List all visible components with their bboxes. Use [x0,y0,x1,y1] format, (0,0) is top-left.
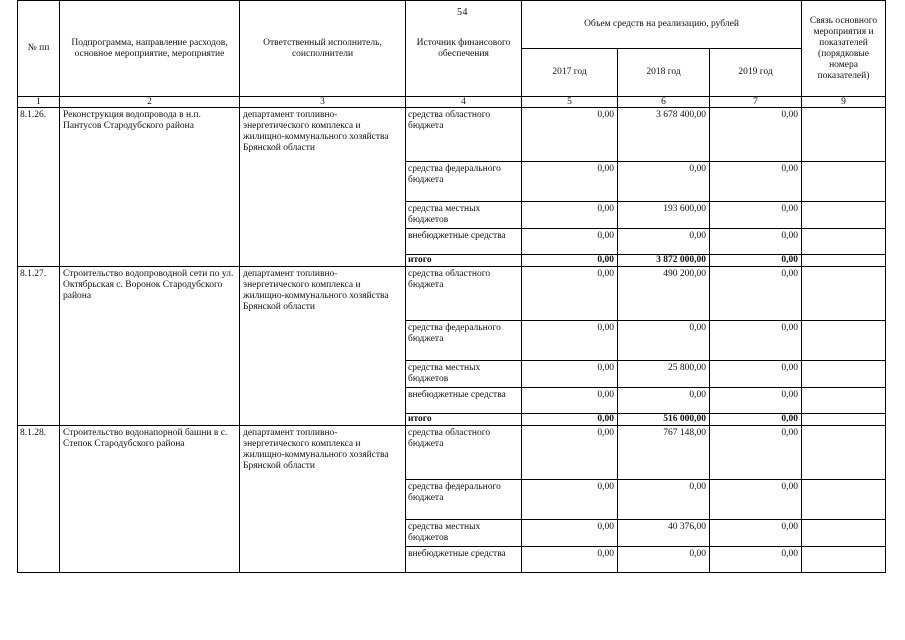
indicator-link [802,480,886,520]
amount-2017: 0,00 [522,361,618,388]
amount-2019: 0,00 [710,108,802,162]
funding-source: средства местных бюджетов [406,361,522,388]
col-number: 4 [406,97,522,108]
col-number: 7 [710,97,802,108]
amount-2017: 0,00 [522,547,618,573]
amount-2018: 25 800,00 [618,361,710,388]
amount-2017: 0,00 [522,229,618,255]
indicator-link [802,229,886,255]
funding-source: внебюджетные средства [406,547,522,573]
amount-2018: 490 200,00 [618,267,710,321]
amount-2017: 0,00 [522,255,618,267]
header-source-label: Источник финансового обеспечения [416,37,511,59]
amount-2019: 0,00 [710,229,802,255]
header-year-2018: 2018 год [618,49,710,97]
header-year-2019: 2019 год [710,49,802,97]
amount-2017: 0,00 [522,414,618,426]
amount-2017: 0,00 [522,520,618,547]
indicator-link [802,267,886,321]
funding-source: средства местных бюджетов [406,202,522,229]
amount-2019: 0,00 [710,255,802,267]
item-name: Реконструкция водопровода в н.п. Пантусов Стародубского района [60,108,240,267]
funding-source: средства местных бюджетов [406,520,522,547]
indicator-link [802,414,886,426]
header-executor: Ответственный исполнитель, соисполнители [240,1,406,97]
item-executor: департамент топливно-энергетического комплекса и жилищно-коммунального хозяйства Брянской области [240,267,406,426]
amount-2019: 0,00 [710,426,802,480]
amount-2018: 0,00 [618,321,710,361]
indicator-link [802,202,886,229]
indicator-link [802,108,886,162]
funding-source: внебюджетные средства [406,229,522,255]
amount-2018: 3 872 000,00 [618,255,710,267]
funding-source: средства федерального бюджета [406,321,522,361]
header-link: Связь основного мероприятия и показателей (порядковые номера показателей) [802,1,886,97]
item-number: 8.1.26. [18,108,60,267]
table-row [18,267,886,321]
amount-2018: 0,00 [618,547,710,573]
amount-2019: 0,00 [710,480,802,520]
funding-source: средства областного бюджета [406,267,522,321]
funding-source: средства областного бюджета [406,108,522,162]
budget-table [17,0,886,573]
amount-2018: 0,00 [618,480,710,520]
funding-source: внебюджетные средства [406,388,522,414]
amount-2017: 0,00 [522,162,618,202]
item-name: Строительство водонапорной башни в с. Степок Стародубского района [60,426,240,573]
item-number: 8.1.28. [18,426,60,573]
amount-2019: 0,00 [710,520,802,547]
col-number: 3 [240,97,406,108]
indicator-link [802,520,886,547]
item-executor: департамент топливно-энергетического комплекса и жилищно-коммунального хозяйства Брянской области [240,426,406,573]
amount-2017: 0,00 [522,321,618,361]
funding-source: итого [406,414,522,426]
amount-2019: 0,00 [710,321,802,361]
document-page [17,0,885,596]
page-number: 54 [457,7,468,18]
item-executor: департамент топливно-энергетического комплекса и жилищно-коммунального хозяйства Брянской области [240,108,406,267]
indicator-link [802,321,886,361]
funding-source: средства областного бюджета [406,426,522,480]
amount-2019: 0,00 [710,267,802,321]
amount-2018: 0,00 [618,229,710,255]
amount-2017: 0,00 [522,202,618,229]
amount-2017: 0,00 [522,267,618,321]
amount-2019: 0,00 [710,202,802,229]
col-number: 6 [618,97,710,108]
amount-2018: 3 678 400,00 [618,108,710,162]
amount-2018: 0,00 [618,162,710,202]
amount-2017: 0,00 [522,388,618,414]
header-year-2017: 2017 год [522,49,618,97]
table-row [18,426,886,480]
indicator-link [802,426,886,480]
amount-2019: 0,00 [710,388,802,414]
col-number: 2 [60,97,240,108]
indicator-link [802,388,886,414]
indicator-link [802,255,886,267]
header-amount: Объем средств на реализацию, рублей [522,1,802,49]
table-row [18,108,886,162]
indicator-link [802,547,886,573]
item-number: 8.1.27. [18,267,60,426]
amount-2019: 0,00 [710,547,802,573]
funding-source: средства федерального бюджета [406,480,522,520]
amount-2018: 516 000,00 [618,414,710,426]
indicator-link [802,162,886,202]
amount-2019: 0,00 [710,361,802,388]
amount-2019: 0,00 [710,414,802,426]
amount-2018: 0,00 [618,388,710,414]
funding-source: итого [406,255,522,267]
header-num: № пп [18,1,60,97]
indicator-link [802,361,886,388]
amount-2017: 0,00 [522,108,618,162]
col-number: 9 [802,97,886,108]
amount-2018: 40 376,00 [618,520,710,547]
funding-source: средства федерального бюджета [406,162,522,202]
item-name: Строительство водопроводной сети по ул. Октябрьская с. Воронок Стародубского района [60,267,240,426]
col-number: 5 [522,97,618,108]
amount-2017: 0,00 [522,480,618,520]
amount-2018: 193 600,00 [618,202,710,229]
header-subprogram: Подпрограмма, направление расходов, основное мероприятие, мероприятие [60,1,240,97]
amount-2017: 0,00 [522,426,618,480]
amount-2019: 0,00 [710,162,802,202]
amount-2018: 767 148,00 [618,426,710,480]
col-number: 1 [18,97,60,108]
